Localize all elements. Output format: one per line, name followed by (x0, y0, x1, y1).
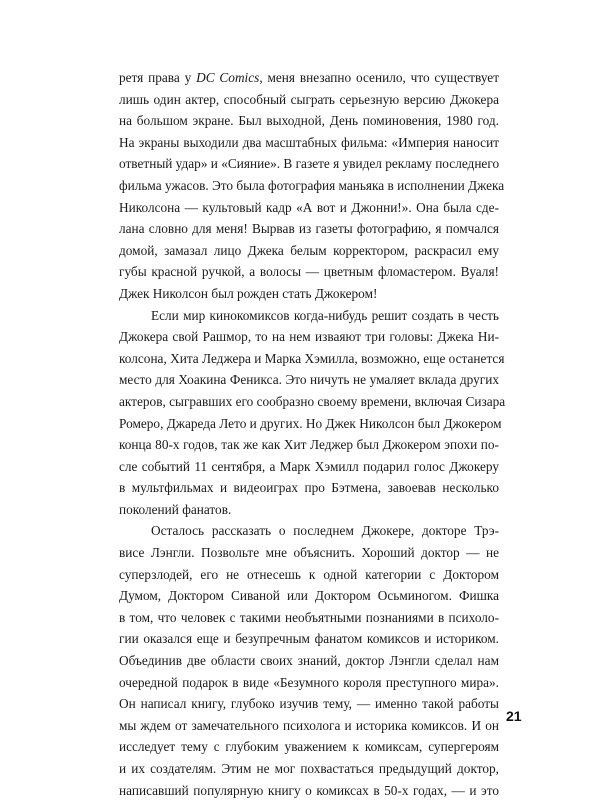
text-line (119, 672, 499, 694)
text-segment: на большом экране. Был выходной, День поминовения, 1980 год. (119, 113, 499, 129)
text-line (119, 715, 499, 737)
text-line (119, 413, 502, 435)
text-segment: Ромеро, Джареда Лето и других. Но Джек Николсон был Джокером (119, 415, 502, 431)
text-segment: написавший популярную книгу о комиксах в 50-х годах, — и это (119, 782, 499, 798)
text-segment: Николсона — культовый кадр «А вот и Джонни!». Она была сде- (119, 199, 499, 215)
text-segment: сле событий 11 сентября, а Марк Хэмилл подарил голос Джокеру (119, 458, 499, 474)
text-line (119, 628, 499, 650)
text-line (119, 477, 499, 499)
text-segment: ретя права у (119, 70, 197, 85)
paragraph (119, 520, 499, 801)
text-segment: актеров, сыгравших его сообразно своему времени, включая Сизара (119, 393, 506, 409)
text-segment: гии оказался еще и безупречным фанатом комиксов и историком. (119, 631, 499, 647)
text-line (119, 218, 499, 240)
text-segment: фильма ужасов. Это была фотография маньяка в исполнении Джека (119, 177, 505, 193)
text-line (119, 693, 499, 715)
text-segment: очередной подарок в виде «Безумного короля преступного мира». (119, 674, 499, 690)
text-line (119, 348, 505, 370)
text-segment: место для Хоакина Феникса. Это ничуть не умаляет вклада других (119, 372, 499, 388)
text-segment: Он написал книгу, глубоко изучив тему, — именно такой работы (119, 696, 499, 712)
text-line (119, 240, 499, 262)
text-line (119, 132, 499, 154)
text-segment: Если мир кинокомиксов когда-нибудь решит создать в честь (151, 307, 499, 323)
text-line (119, 758, 499, 780)
text-segment: Джокера свой Рашмор, то на нем изваяют три головы: Джека Ни- (119, 329, 499, 345)
text-segment: ответный удар» и «Сияние». В газете я увидел рекламу последнего (119, 156, 500, 172)
text-line (119, 153, 499, 175)
text-segment: На экраны выходили два масштабных фильма: «Империя наносит (119, 134, 499, 150)
text-line (119, 305, 499, 327)
text-line (119, 89, 499, 111)
text-line (119, 780, 499, 801)
text-line (119, 283, 499, 305)
text-segment: , меня внезапно осенило, что существует (259, 70, 499, 85)
text-line (119, 110, 499, 132)
text-segment: конца 80-х годов, так же как Хит Леджер был Джокером эпохи по- (119, 437, 499, 453)
text-segment: домой, замазал лицо Джека белым корректором, раскрасил ему (119, 242, 499, 258)
text-segment: в том, что человек с такими необъятными познаниями в психоло- (119, 609, 499, 625)
text-line (119, 67, 499, 89)
text-line (119, 261, 499, 283)
text-segment: исследует тему с глубоким уважением к комиксам, супергероям (119, 739, 499, 755)
text-segment: в мультфильмах и видеоиграх про Бэтмена, завоевав несколько (119, 480, 499, 496)
text-line (119, 391, 506, 413)
text-segment: Джек Николсон был рожден стать Джокером! (119, 285, 378, 301)
text-line (119, 542, 499, 564)
page-number: 21 (506, 708, 522, 724)
text-segment: губы красной ручкой, а волосы — цветным фломастером. Вуаля! (119, 264, 499, 280)
text-line (119, 564, 499, 586)
text-line (119, 175, 505, 197)
text-line (119, 585, 499, 607)
text-line (119, 736, 499, 758)
text-segment: лана словно для меня! Вырвав из газеты фотографию, я помчался (119, 221, 499, 237)
text-segment: лишь один актер, способный сыграть серьезную версию Джокера (119, 91, 499, 107)
text-segment: мы ждем от замечательного психолога и историка комиксов. И он (119, 717, 499, 733)
text-line (119, 456, 499, 478)
text-line (119, 607, 499, 629)
text-segment: колсона, Хита Леджера и Марка Хэмилла, возможно, еще останется (119, 350, 505, 366)
text-line (119, 650, 499, 672)
text-line (119, 499, 499, 521)
text-segment: суперзлодей, его не отнесешь к одной категории с Доктором (119, 566, 499, 582)
italic-text-segment: DC Comics (196, 70, 260, 85)
text-segment: Объединив две области своих знаний, доктор Лэнгли сделал нам (119, 653, 499, 669)
text-segment: поколений фанатов. (119, 501, 232, 517)
text-segment: Думом, Доктором Сиваной или Доктором Осьминогом. Фишка (119, 588, 499, 604)
text-line (119, 434, 499, 456)
text-segment: висе Лэнгли. Позвольте мне объяснить. Хороший доктор — не (119, 545, 499, 561)
page-body-text (119, 67, 506, 801)
text-segment: Осталось рассказать о последнем Джокере, докторе Трэ- (151, 523, 499, 539)
text-line (119, 326, 499, 348)
paragraph (119, 305, 506, 521)
text-line (119, 520, 499, 542)
text-line (119, 369, 499, 391)
paragraph (119, 67, 505, 305)
text-line (119, 197, 499, 219)
text-segment: и их создателям. Этим не мог похвастаться предыдущий доктор, (119, 761, 499, 776)
